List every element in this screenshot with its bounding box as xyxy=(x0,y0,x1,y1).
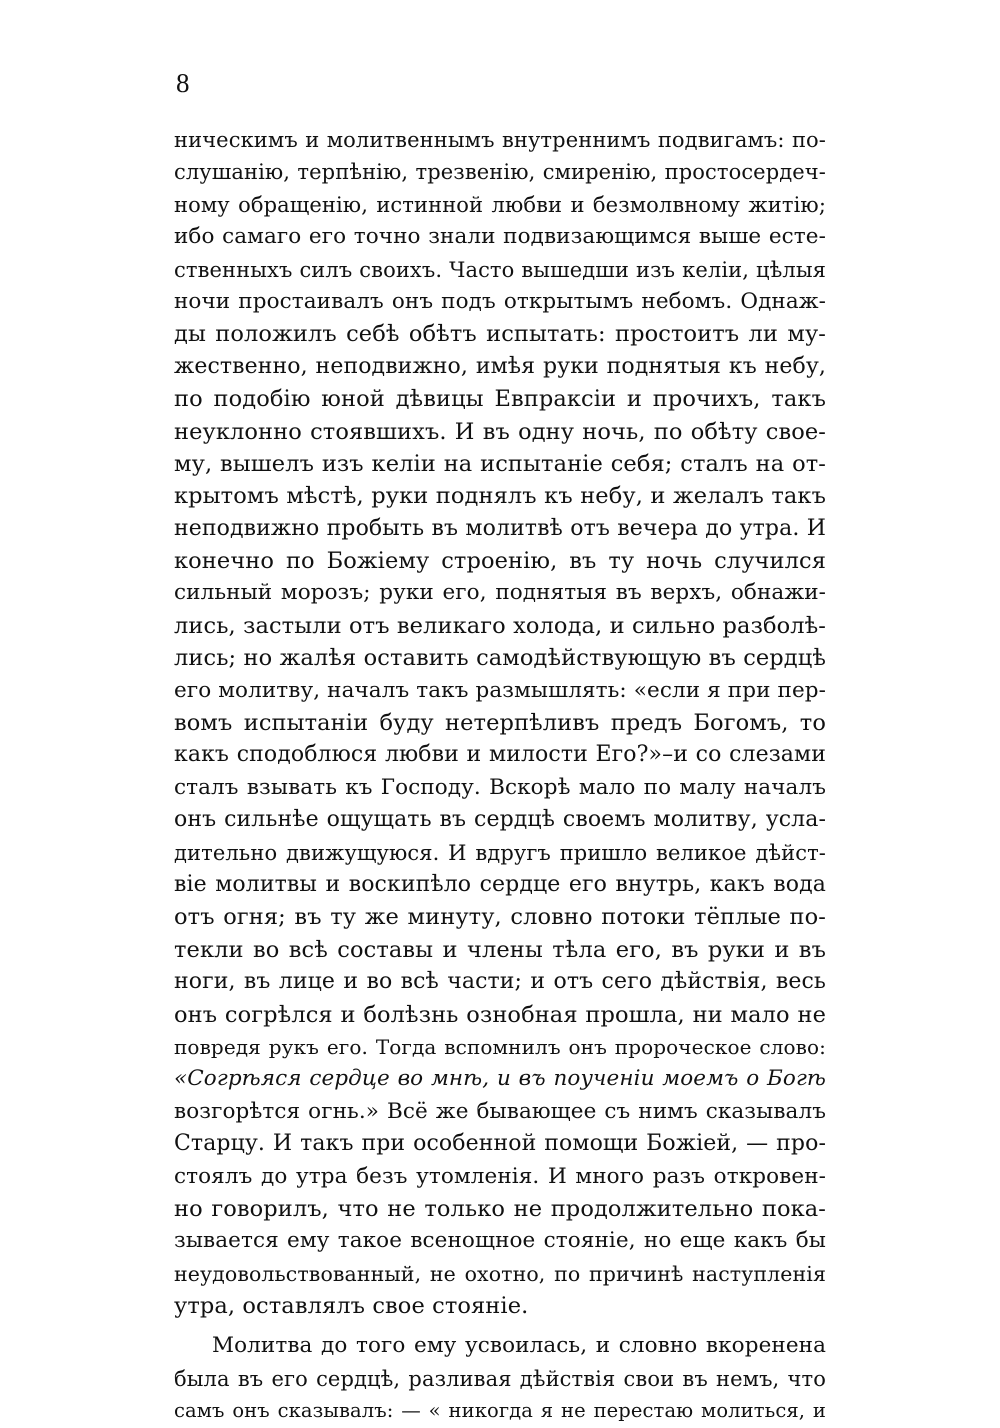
text-line: зывается ему такое всенощное стояніе, но еще какъ бы xyxy=(174,1228,826,1254)
text-line: жественно, неподвижно, имѣя руки поднятыя къ небу, xyxy=(174,353,826,379)
text-line: ному обращенію, истинной любви и безмолвному житію; xyxy=(174,192,826,217)
paragraph-1 xyxy=(174,124,826,1322)
text-line: вомъ испытаніи буду нетерпѣливъ предъ Богомъ, то xyxy=(174,710,826,737)
text-line: Старцу. И такъ при особенной помощи Божіей, — про- xyxy=(174,1131,826,1157)
text-line: віе молитвы и воскипѣло сердце его внутрь, какъ вода xyxy=(174,871,826,897)
text-line: крытомъ мѣстѣ, руки поднялъ къ небу, и желалъ такъ xyxy=(174,483,826,510)
text-line: возгорѣтся огнь.» Всё же бывающее съ нимъ сказывалъ xyxy=(174,1098,826,1124)
text-body xyxy=(174,124,826,1428)
text-line: текли во всѣ составы и члены тѣла его, въ руки и въ xyxy=(174,936,826,963)
paragraph-gap xyxy=(174,1322,826,1330)
text-line: Молитва до того ему усвоилась, и словно вкоренена xyxy=(212,1333,826,1359)
page-number: 8 xyxy=(176,68,190,98)
text-line: была въ его сердцѣ, разливая дѣйствія свои въ немъ, что xyxy=(174,1366,826,1391)
scripture-quote-line: «Согрѣяся сердце во мнѣ, и въ поученіи моемъ о Богѣ xyxy=(174,1066,826,1092)
text-line: самъ онъ сказывалъ: — « никогда я не перестаю молиться, и xyxy=(174,1399,826,1423)
text-line: ственныхъ силъ своихъ. Часто вышедши изъ келіи, цѣлыя xyxy=(174,257,826,282)
text-line: сильный морозъ; руки его, поднятыя въ верхъ, обнажи- xyxy=(174,580,826,606)
text-line: лись, застыли отъ великаго холода, и сильно разболѣ- xyxy=(174,612,826,639)
text-line: по подобію юной дѣвицы Евпраксіи и прочихъ, такъ xyxy=(174,386,826,413)
text-line: какъ сподоблюся любви и милости Его?»–и со слезами xyxy=(174,742,826,768)
text-line: лись; но жалѣя оставить самодѣйствующую въ сердцѣ xyxy=(174,645,826,672)
text-line: неуклонно стоявшихъ. И въ одну ночь, по обѣту свое- xyxy=(174,418,826,445)
text-line: онъ сильнѣе ощущать въ сердцѣ своемъ молитву, усла- xyxy=(174,807,826,833)
text-line: му, вышелъ изъ келіи на испытаніе себя; сталъ на от- xyxy=(174,450,826,477)
text-line: неподвижно пробыть въ молитвѣ отъ вечера до утра. И xyxy=(174,515,826,541)
text-line: повредя рукъ его. Тогда вспомнилъ онъ пророческое слово: xyxy=(174,1034,826,1059)
text-line: ночи простаивалъ онъ подъ открытымъ небомъ. Однаж- xyxy=(174,288,826,314)
text-line: утра, оставлялъ свое стояніе. xyxy=(174,1293,529,1320)
text-line: дительно движущуюся. И вдругъ пришло великое дѣйст- xyxy=(174,840,826,865)
text-line: неудовольствованный, не охотно, по причинѣ наступленія xyxy=(174,1261,826,1286)
text-line: конечно по Божіему строенію, въ ту ночь случился xyxy=(174,548,826,575)
paragraph-2 xyxy=(174,1330,826,1427)
text-line: ибо самаго его точно знали подвизающимся выше есте- xyxy=(174,224,826,250)
text-line: стоялъ до утра безъ утомленія. И много разъ откровен- xyxy=(174,1163,826,1189)
text-line: сталъ взывать къ Господу. Вскорѣ мало по малу началъ xyxy=(174,774,826,800)
text-line: но говорилъ, что не только не продолжительно пока- xyxy=(174,1195,826,1222)
text-line: онъ согрѣлся и болѣзнь ознобная прошла, ни мало не xyxy=(174,1001,826,1028)
text-line: его молитву, началъ такъ размышлять: «если я при пер- xyxy=(174,677,826,703)
text-line: ноги, въ лице и во всѣ части; и отъ сего дѣйствія, весь xyxy=(174,969,826,995)
text-line: ды положилъ себѣ обѣтъ испытать: простоитъ ли му- xyxy=(174,321,826,348)
text-line: отъ огня; въ ту же минуту, словно потоки тёплые по- xyxy=(174,904,826,931)
text-line: слушанію, терпѣнію, трезвенію, смиренію, простосердеч- xyxy=(174,160,826,185)
text-line: ническимъ и молитвеннымъ внутреннимъ подвигамъ: по- xyxy=(174,128,826,152)
